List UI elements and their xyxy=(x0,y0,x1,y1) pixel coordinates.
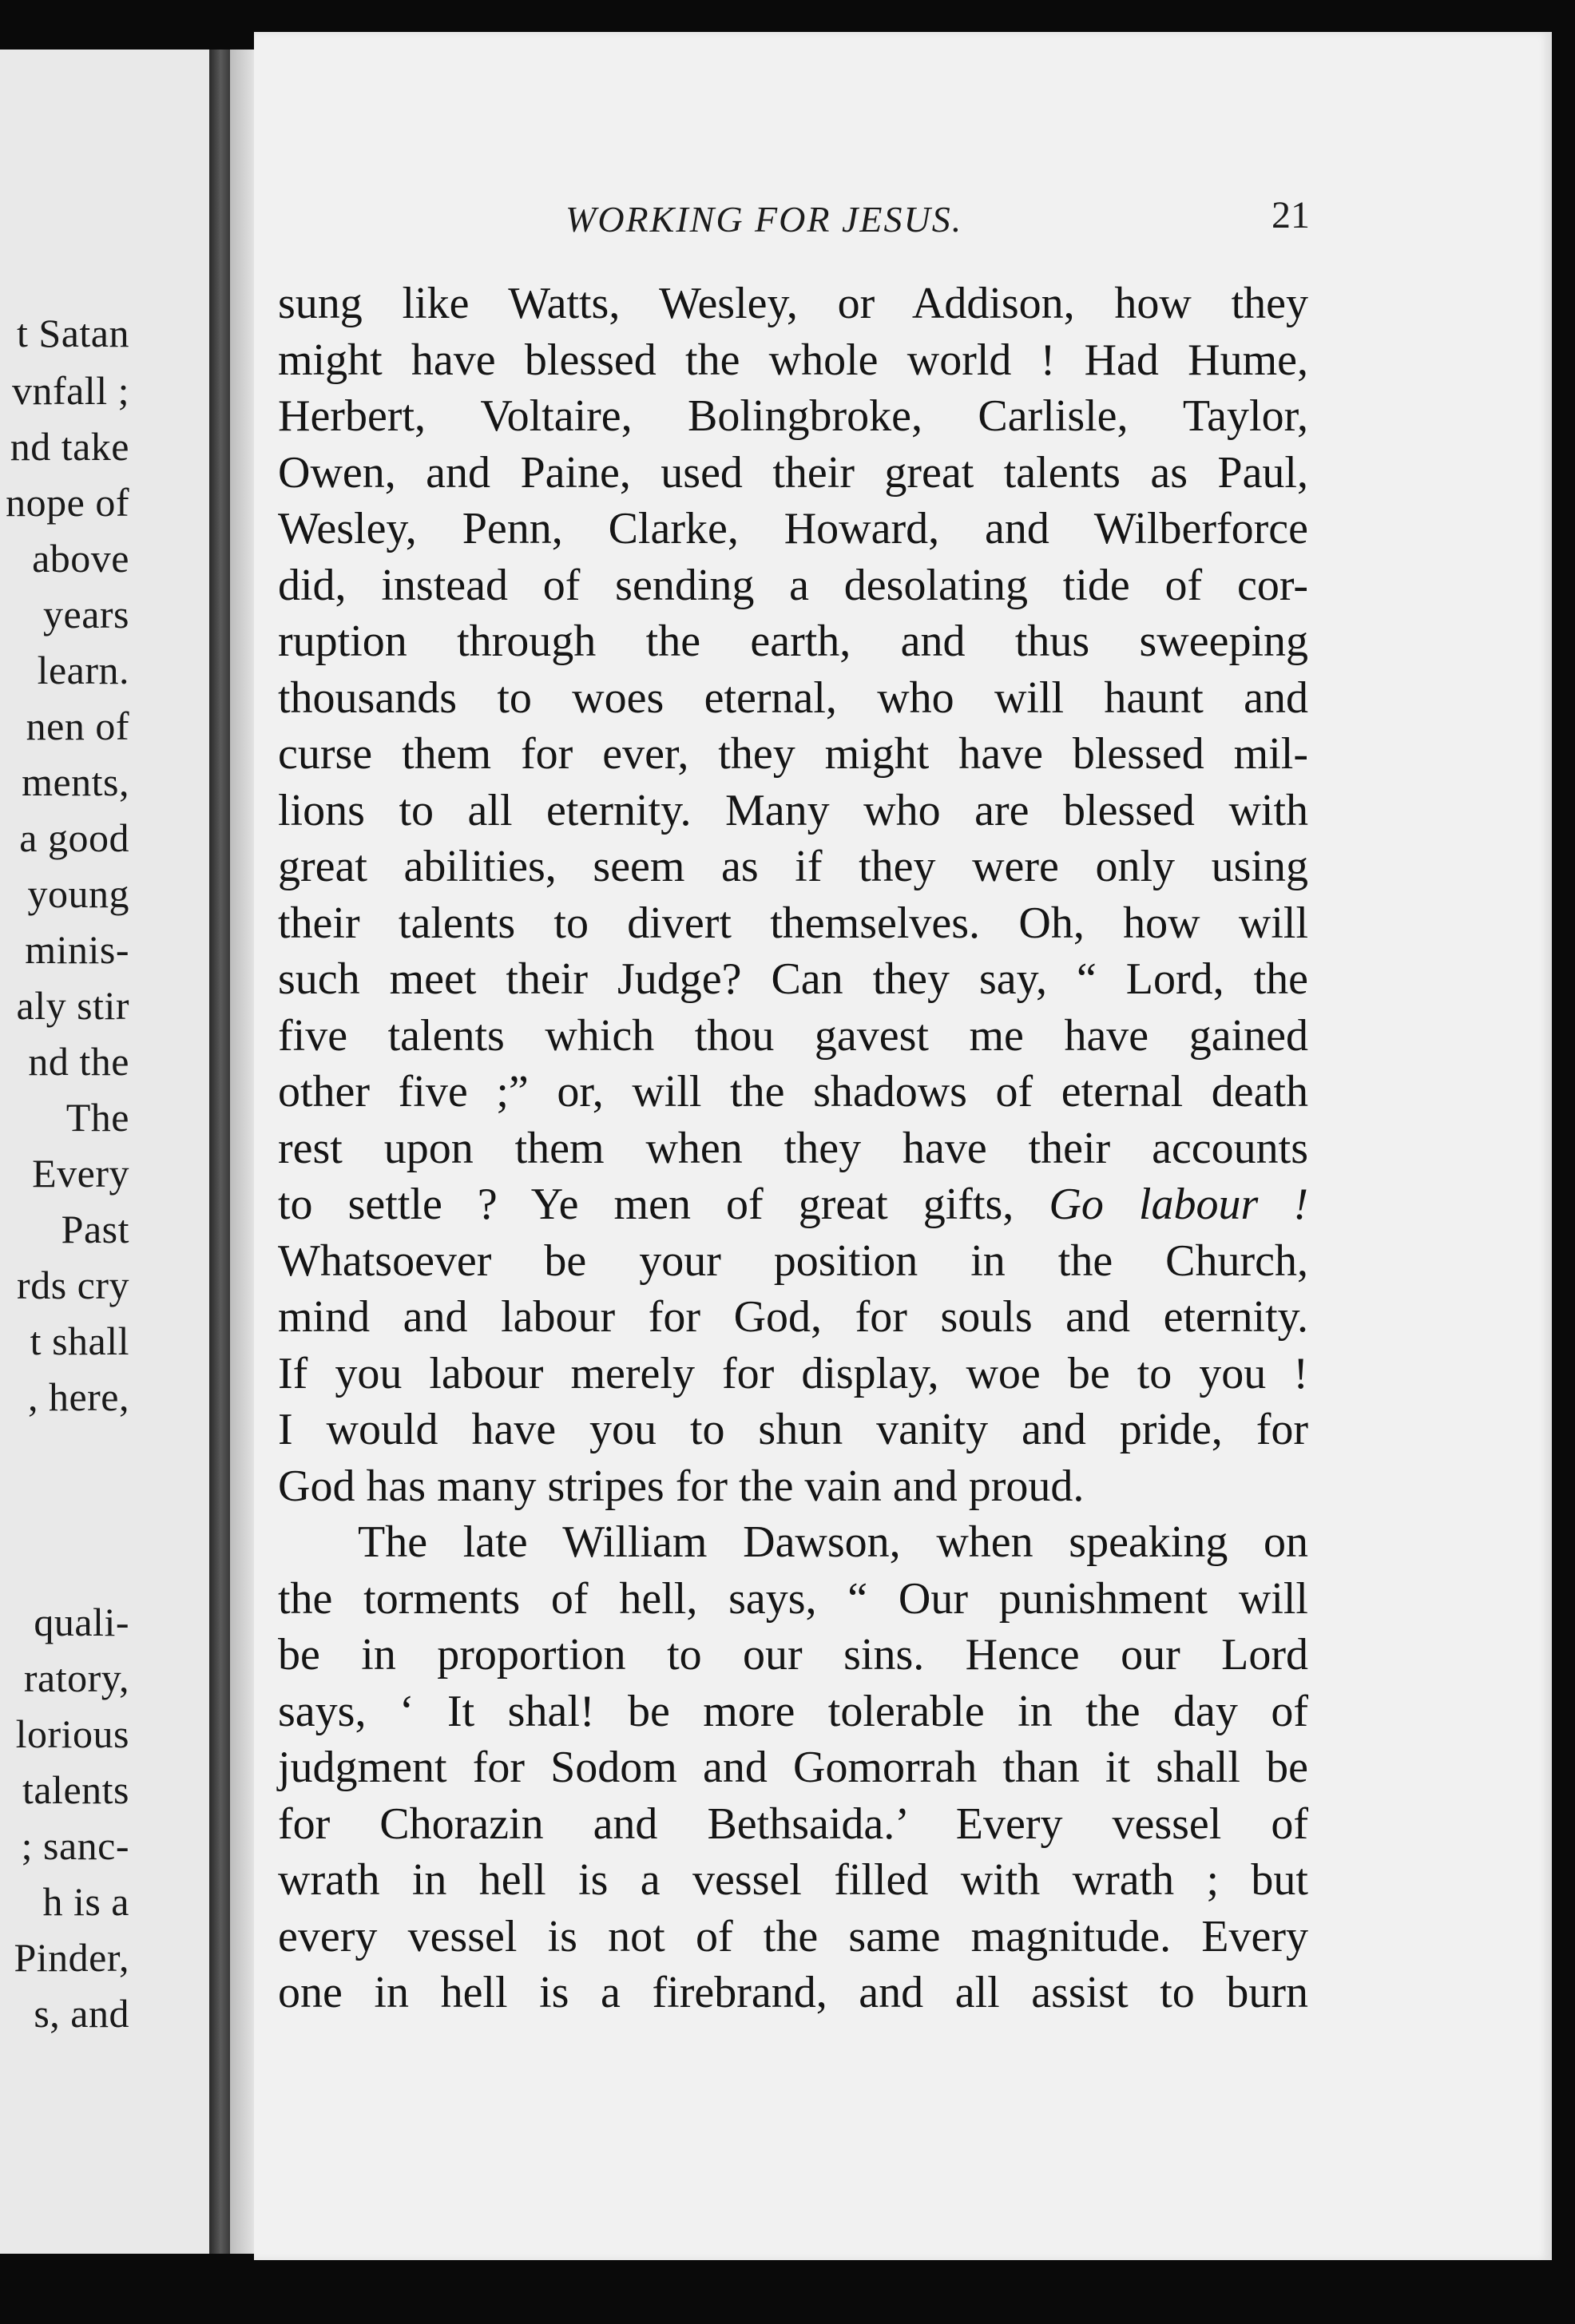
text-line: judgment for Sodom and Gomorrah than it shall be xyxy=(278,1743,1308,1792)
facing-line: nd take xyxy=(10,424,129,469)
text-line: I would have you to shun vanity and pride, for xyxy=(278,1405,1308,1454)
facing-line: ; sanc- xyxy=(21,1823,129,1868)
facing-line: above xyxy=(32,536,129,581)
facing-line: minis- xyxy=(25,927,129,972)
facing-page xyxy=(0,50,209,2254)
text-line: says, ‘ It shal! be more tolerable in the day of xyxy=(278,1686,1308,1736)
text-line: did, instead of sending a desolating tide of cor- xyxy=(278,560,1308,610)
facing-line: , here, xyxy=(27,1374,129,1419)
facing-line: ments, xyxy=(22,759,129,804)
text-line: Herbert, Voltaire, Bolingbroke, Carlisle, Taylor, xyxy=(278,391,1308,441)
page-edge xyxy=(230,50,254,2254)
text-line: every vessel is not of the same magnitude. Every xyxy=(278,1911,1308,1961)
facing-line: ratory, xyxy=(23,1656,129,1700)
facing-line: Every xyxy=(32,1151,129,1196)
text-line: Wesley, Penn, Clarke, Howard, and Wilberforce xyxy=(278,504,1308,553)
text-line: great abilities, seem as if they were only using xyxy=(278,842,1308,891)
facing-line: Past xyxy=(61,1207,129,1251)
italic-phrase: Go labour ! xyxy=(1049,1180,1309,1229)
text-line: rest upon them when they have their accounts xyxy=(278,1123,1308,1173)
facing-line: nd the xyxy=(28,1039,129,1084)
facing-line: nope of xyxy=(6,480,129,525)
facing-line: learn. xyxy=(37,648,129,692)
text-line: mind and labour for God, for souls and eternity. xyxy=(278,1292,1308,1342)
facing-line: rds cry xyxy=(17,1263,129,1307)
text-line: God has many stripes for the vain and proud. xyxy=(278,1461,1085,1511)
text-line: curse them for ever, they might have blessed mil- xyxy=(278,729,1308,779)
facing-line: h is a xyxy=(42,1879,129,1924)
text-line: sung like Watts, Wesley, or Addison, how they xyxy=(278,279,1308,328)
text-line: Owen, and Paine, used their great talents as Paul, xyxy=(278,447,1308,498)
text-line-part: to settle ? Ye men of great gifts, xyxy=(278,1180,1014,1229)
text-line: thousands to woes eternal, who will haunt and xyxy=(278,672,1308,723)
facing-line: lorious xyxy=(15,1711,129,1756)
text-line: be in proportion to our sins. Hence our Lord xyxy=(278,1630,1308,1680)
page-number: 21 xyxy=(1272,194,1310,236)
text-line: the torments of hell, says, “ Our punishment will xyxy=(278,1573,1308,1624)
facing-line: s, and xyxy=(34,1991,129,2036)
main-page xyxy=(254,32,1552,2260)
facing-line: The xyxy=(65,1095,129,1140)
facing-line: Pinder, xyxy=(14,1935,129,1980)
paragraph-start-line: The late William Dawson, when speaking on xyxy=(358,1517,1308,1567)
facing-line: talents xyxy=(22,1767,129,1812)
text-line: such meet their Judge? Can they say, “ Lord, the xyxy=(278,954,1308,1004)
text-line: Whatsoever be your position in the Church, xyxy=(278,1235,1308,1286)
text-line: might have blessed the whole world ! Had Hume, xyxy=(278,335,1308,385)
text-line: wrath in hell is a vessel filled with wrath ; but xyxy=(278,1855,1308,1905)
text-line: their talents to divert themselves. Oh, how will xyxy=(278,898,1308,948)
facing-line: aly stir xyxy=(16,983,129,1028)
text-line: one in hell is a firebrand, and all assist to burn xyxy=(278,1968,1308,2017)
facing-line: quali- xyxy=(34,1600,129,1644)
text-line: other five ;” or, will the shadows of eternal death xyxy=(278,1067,1308,1116)
text-line-with-italic xyxy=(278,1176,1308,1233)
facing-line: vnfall ; xyxy=(11,368,129,413)
facing-line: t Satan xyxy=(17,311,129,355)
text-line: ruption through the earth, and thus sweeping xyxy=(278,617,1308,666)
text-line: lions to all eternity. Many who are blessed with xyxy=(278,785,1308,835)
book-gutter xyxy=(209,50,230,2254)
facing-line: t shall xyxy=(30,1319,129,1363)
text-line: for Chorazin and Bethsaida.’ Every vessel of xyxy=(278,1799,1308,1849)
facing-line: young xyxy=(27,871,129,916)
text-line: If you labour merely for display, woe be to you ! xyxy=(278,1348,1308,1398)
running-head: WORKING FOR JESUS. xyxy=(565,199,963,240)
body-text xyxy=(278,276,1308,2021)
facing-line: nen of xyxy=(26,704,129,748)
facing-line: years xyxy=(43,592,129,637)
text-line: five talents which thou gavest me have gained xyxy=(278,1010,1308,1061)
facing-line: a good xyxy=(19,815,129,860)
